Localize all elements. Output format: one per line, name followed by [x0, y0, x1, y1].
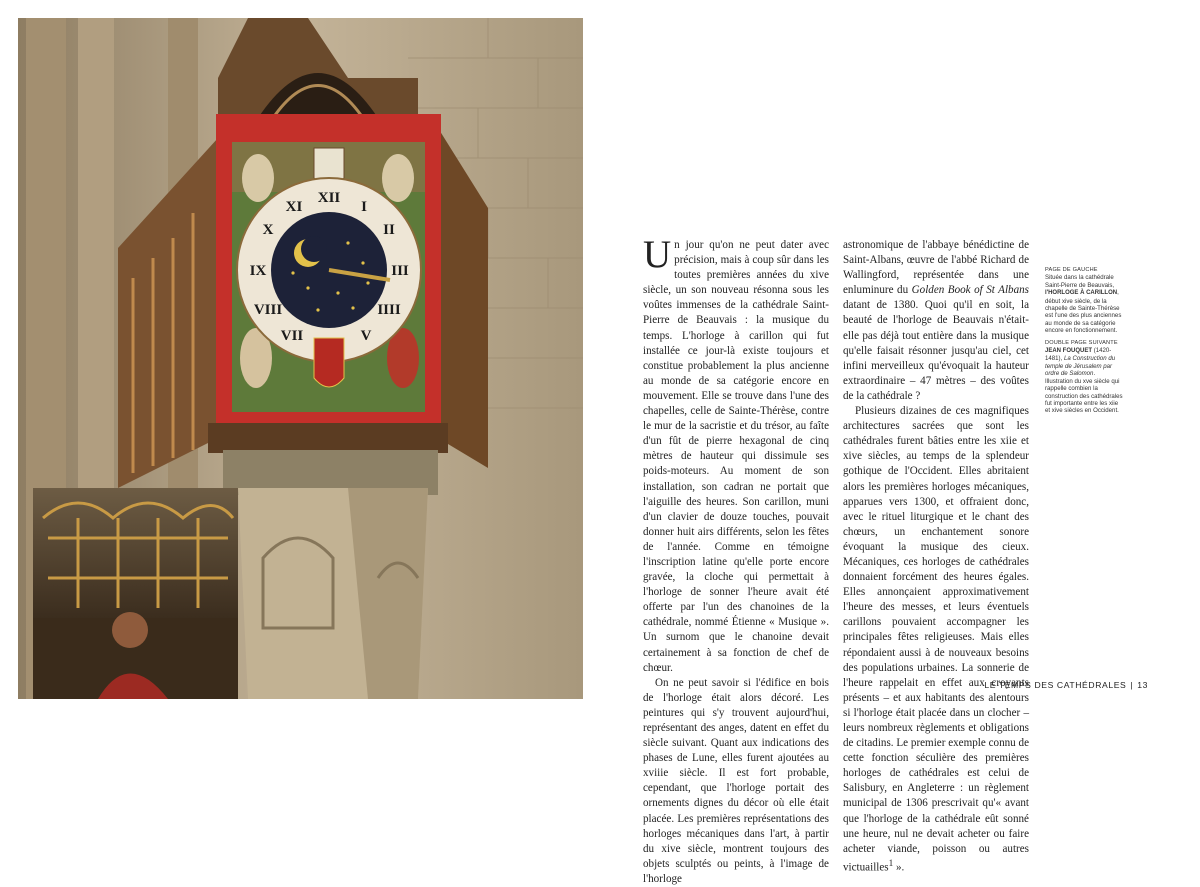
svg-text:IX: IX	[249, 263, 267, 279]
opening-paragraph-text: n jour qu'on ne peut dater avec précision, mais à coup sûr dans les toutes premières années du xive siècle, un son nouveau résonna sous les voûtes immenses de la cathédrale Saint-Pierre de Beauvais : la musique du temps. L'horloge à carillon qui fut installée ce jour-là existe toujours et constitue probablement la plus ancienne au monde de sa catégorie encore en mouvement. Elle se trouve dans l'une des chapelles, celle de Sainte-Thérèse, contre le mur de la sacristie et du trésor, au faîte d'un fût de pierre hexagonal de cinq mètres de hauteur qui dissimule ses poids-moteurs. Au moment de son installation, son cadran ne portait que l'aiguille des heures. Son carillon, muni d'un clavier de douze touches, pouvait donner huit airs différents, selon les fêtes de l'année. Comme en témoigne l'inscription latine qu'elle porte encore gravée, la cloche qui permettait à l'horloge de sonner l'heure avait été offerte par l'un des chanoines de la cathédrale, nommé Étienne « Musique ». Un surnom que le chanoine devait certainement à sa fonction de chef de chœur.	[643, 239, 829, 674]
caption-next-spread	[1045, 339, 1123, 415]
caption-left-label: PAGE DE GAUCHE	[1045, 267, 1098, 273]
paragraph-cathedrals-end: ».	[893, 861, 905, 874]
svg-text:III: III	[391, 263, 409, 279]
caption-left-text-b: , début xive siècle, de la chapelle de Sainte-Thérèse est l'une des plus anciennes au monde de sa catégorie encore en fonctionnement.	[1045, 289, 1122, 335]
paragraph-st-albans-start: astronomique de l'abbaye bénédictine de Saint-Albans, œuvre de l'abbé Richard de Wallingford, représentée dans une enluminure du	[843, 239, 1029, 297]
svg-text:XI: XI	[285, 199, 303, 215]
svg-text:II: II	[383, 222, 395, 238]
svg-text:V: V	[360, 328, 372, 344]
text-column-2	[843, 238, 1029, 876]
paragraph-decor: On ne peut savoir si l'édifice en bois de l'horloge était alors décoré. Les peintures qui s'y trouvent aujourd'hui, représentant des anges, datent en effet du siècle suivant. Quant aux indications des phases de Lune, elles furent ajoutées au xviiie siècle. Il est fort probable, cependant, que l'horloge portait des ornements dignes du décor où elle était placée. Les premières représentations des horloges mécaniques dans l'art, à partir du xive siècle, montrent toujours des objets sculptés ou peints, à l'image de l'horloge	[643, 676, 829, 885]
svg-text:X: X	[262, 222, 274, 238]
caption-left-text-a: Située dans la cathédrale Saint-Pierre de Beauvais,	[1045, 274, 1115, 289]
page-number: 13	[1137, 680, 1148, 690]
caption-left-subject: l'HORLOGE À CARILLON	[1045, 290, 1118, 297]
caption-next-label: DOUBLE PAGE SUIVANTE	[1045, 339, 1118, 346]
paragraph-st-albans	[843, 238, 1029, 404]
footer-separator: |	[1130, 680, 1134, 690]
svg-text:VII: VII	[280, 328, 304, 344]
running-title: LE TEMPS DES CATHÉDRALES	[984, 680, 1127, 690]
caption-left-page	[1045, 266, 1123, 335]
golden-book-title: Golden Book of St Albans	[911, 284, 1029, 297]
opening-paragraph	[643, 233, 829, 676]
paragraph-cathedrals	[843, 404, 1029, 876]
paragraph-cathedrals-text: Plusieurs dizaines de ces magnifiques architectures sacrées que sont les cathédrales furent bâties entre les xiie et xive siècles, au temps de la splendeur gothique de l'Occident. Elles abritaient alors les premières horloges mécaniques, apparues vers 1300, et offraient donc, avec le rituel liturgique et le chant des chœurs, un enchantement sonore évoquant la musique des cieux. Mécaniques, ces horloges de cathédrales donnaient forcément des heures égales. Elles annonçaient approximativement l'heure des messes, et leurs éventuels carillons pouvaient accompagner les principales fêtes religieuses. Mais elles répondaient aussi à de nouveaux besoins des populations urbaines. La sonnerie de l'heure rappelait en effet aux croyants présents – et aux habitants des alentours si l'horloge était placée dans un clocher – leurs nombreux règlements et obligations de citadins. Le premier exemple connu de cette fonction séculière des premières horloges de cathédrales est celui de Salisbury, en Angleterre : un règlement municipal de 1306 prescrivait qu'« avant que l'horloge de la cathédrale eût sonné une heure, nul ne devait acheter ou faire acheter viande, poisson ou autres victuailles	[843, 405, 1029, 874]
clock-illustration	[18, 18, 583, 699]
cathedral-clock-photo	[18, 18, 583, 699]
svg-text:XII: XII	[317, 190, 341, 206]
svg-text:I: I	[361, 199, 367, 215]
footnote-marker: 1	[888, 858, 894, 869]
text-column-1	[643, 233, 829, 887]
paragraph-st-albans-end: datant de 1380. Quoi qu'il en soit, la beauté de l'horloge de Beauvais n'était-elle pas déjà tout entière dans la musique qu'elle faisait résonner jusqu'au ciel, cet infini merveilleux qu'évoquait la hauteur extraordinaire – 47 mètres – des voûtes de la cathédrale ?	[843, 299, 1029, 402]
svg-text:VIII: VIII	[253, 302, 283, 318]
drop-cap: U	[643, 233, 672, 276]
caption-next-dates: (1420-1481),	[1045, 347, 1112, 363]
caption-next-text: . Illustration du xve siècle qui rappelle combien la construction des cathédrales fut importante entre les xiie et xive siècles en Occident.	[1045, 370, 1123, 415]
caption-next-artwork-title: La Construction du temple de Jérusalem par ordre de Salomon	[1045, 355, 1116, 378]
svg-text:IIII: IIII	[377, 302, 401, 318]
page-footer	[984, 680, 1148, 690]
caption-next-artist: JEAN FOUQUET	[1045, 348, 1093, 355]
captions	[1045, 266, 1123, 419]
